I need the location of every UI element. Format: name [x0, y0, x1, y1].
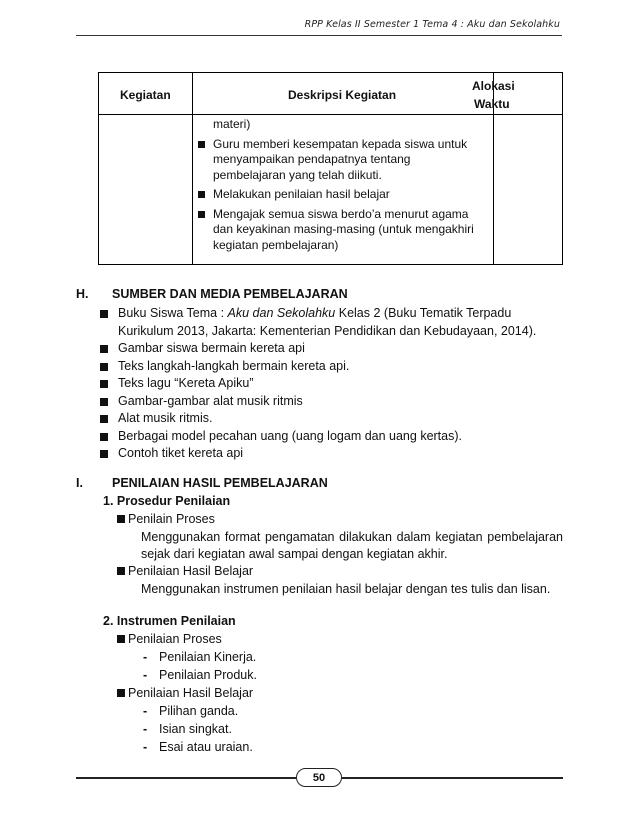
list-item: Contoh tiket kereta api: [98, 445, 568, 463]
subheading-prosedur: 1. Prosedur Penilaian: [103, 494, 231, 508]
list-item: Gambar siswa bermain kereta api: [98, 340, 568, 358]
footer-rule-left: [76, 777, 296, 779]
continued-line: materi): [213, 117, 251, 131]
page-number: 50: [296, 768, 342, 787]
text-penilaian-hasil: Menggunakan instrumen penilaian hasil belajar dengan tes tulis dan lisan.: [141, 582, 551, 596]
text-penilaian-proses: Menggunakan format pengamatan dilakukan dalam kegiatan pembelajaran sejak dari kegiatan awal sampai dengan kegiatan akhir.: [141, 530, 563, 561]
list-item: - Penilaian Produk.: [143, 668, 257, 682]
square-bullet-icon: [117, 515, 125, 523]
label-instrumen-hasil: Penilaian Hasil Belajar: [117, 686, 253, 700]
header-alokasi: Alokasi: [472, 79, 515, 93]
section-letter: H.: [76, 287, 89, 301]
list-item: Alat musik ritmis.: [98, 410, 568, 428]
label-penilaian-proses: Penilain Proses: [117, 512, 215, 526]
square-bullet-icon: [198, 191, 205, 198]
list-item: - Isian singkat.: [143, 722, 232, 736]
list-item: - Penilaian Kinerja.: [143, 650, 257, 664]
list-item: Gambar-gambar alat musik ritmis: [98, 393, 568, 411]
square-bullet-icon: [100, 363, 108, 371]
list-item: Teks langkah-langkah bermain kereta api.: [98, 358, 568, 376]
header-deskripsi: Deskripsi Kegiatan: [288, 88, 397, 102]
running-header: RPP Kelas II Semester 1 Tema 4 : Aku dan Sekolahku: [304, 19, 560, 30]
header-kegiatan: Kegiatan: [120, 88, 171, 102]
square-bullet-icon: [100, 415, 108, 423]
section-title: SUMBER DAN MEDIA PEMBELAJARAN: [112, 287, 348, 301]
list-item: Teks lagu “Kereta Apiku”: [98, 375, 568, 393]
header-rule: [76, 35, 562, 36]
square-bullet-icon: [117, 635, 125, 643]
square-bullet-icon: [100, 380, 108, 388]
header-waktu: Waktu: [474, 97, 510, 111]
square-bullet-icon: [100, 398, 108, 406]
square-bullet-icon: [198, 141, 205, 148]
list-item: Mengajak semua siswa berdo’a menurut agama dan keyakinan masing-masing (untuk mengakhiri kegiatan pembelajaran): [195, 207, 491, 254]
list-item: Guru memberi kesempatan kepada siswa untuk menyampaikan pendapatnya tentang pembelajaran yang telah diikuti.: [195, 137, 491, 184]
list-item: Buku Siswa Tema : Aku dan Sekolahku Kelas 2 (Buku Tematik Terpadu Kurikulum 2013, Jakarta: Kementerian Pendidikan dan Kebudayaan, 2014).: [98, 305, 568, 340]
section-letter: I.: [76, 476, 83, 490]
activity-table: [98, 72, 563, 265]
label-instrumen-proses: Penilaian Proses: [117, 632, 222, 646]
square-bullet-icon: [198, 211, 205, 218]
section-h-list: [98, 305, 568, 463]
list-item: Melakukan penilaian hasil belajar: [195, 187, 491, 203]
square-bullet-icon: [100, 345, 108, 353]
subheading-instrumen: 2. Instrumen Penilaian: [103, 614, 236, 628]
footer-rule-right: [342, 777, 563, 779]
list-item: - Pilihan ganda.: [143, 704, 239, 718]
square-bullet-icon: [100, 450, 108, 458]
section-title: PENILAIAN HASIL PEMBELAJARAN: [112, 476, 328, 490]
square-bullet-icon: [100, 310, 108, 318]
square-bullet-icon: [117, 567, 125, 575]
square-bullet-icon: [100, 433, 108, 441]
square-bullet-icon: [117, 689, 125, 697]
list-item: Berbagai model pecahan uang (uang logam dan uang kertas).: [98, 428, 568, 446]
list-item: - Esai atau uraian.: [143, 740, 253, 754]
label-penilaian-hasil: Penilaian Hasil Belajar: [117, 564, 253, 578]
description-cell: [195, 117, 491, 257]
